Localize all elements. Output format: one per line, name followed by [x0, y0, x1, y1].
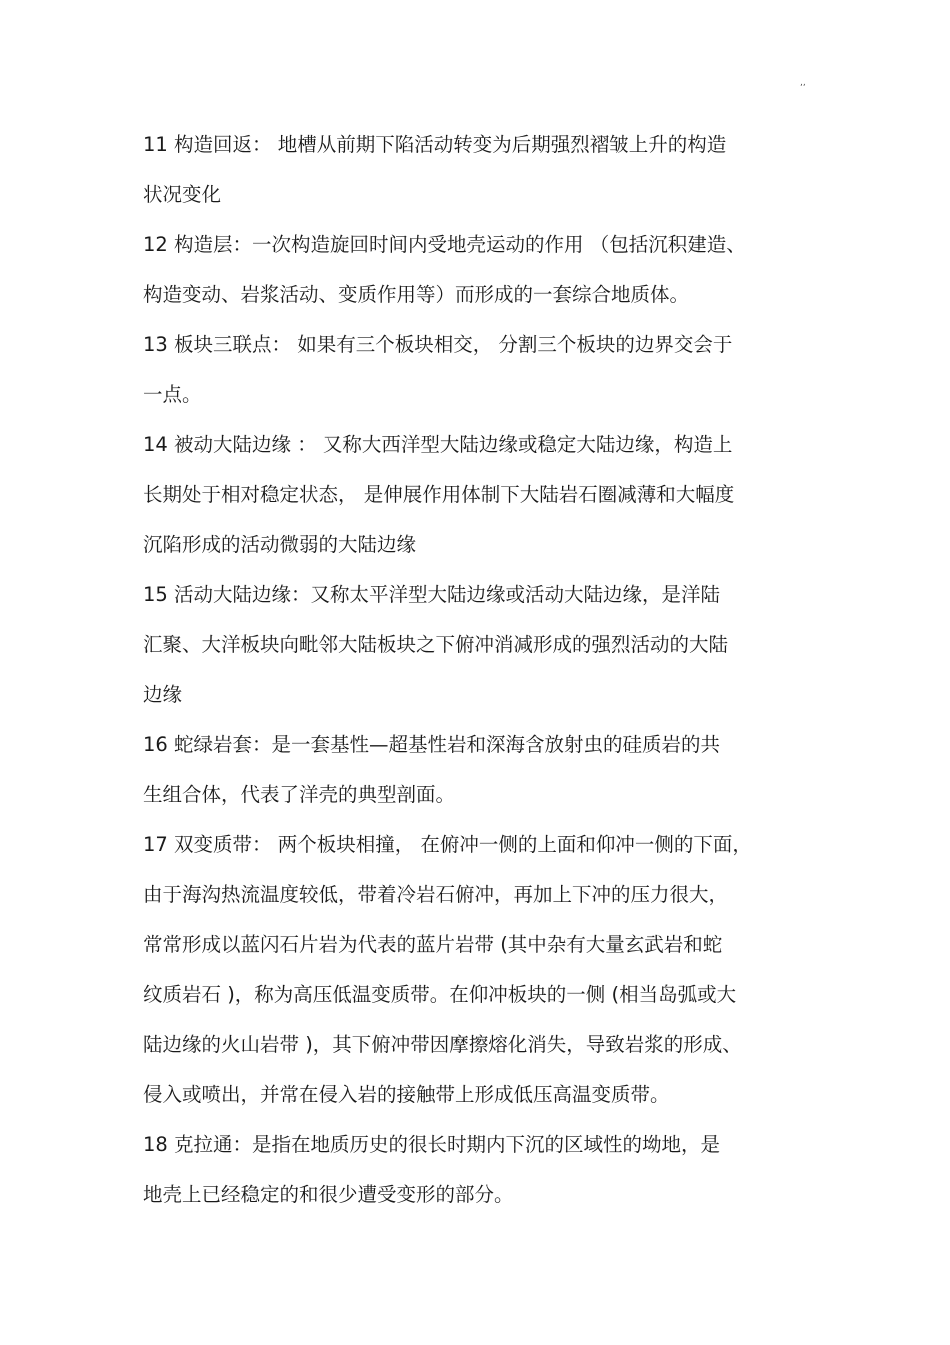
text-line: 13 板块三联点： 如果有三个板块相交， 分割三个板块的边界交会于: [143, 333, 733, 356]
text-line: 边缘: [143, 683, 183, 706]
text-line: 纹质岩石 )，称为高压低温变质带。在仰冲板块的一侧 (相当岛弧或大: [143, 983, 737, 1006]
text-line: 一点。: [143, 383, 202, 406]
text-line: 地壳上已经稳定的和很少遭受变形的部分。: [143, 1183, 514, 1206]
page-corner-mark: ,,: [800, 78, 806, 88]
text-line: 12 构造层：一次构造旋回时间内受地壳运动的作用 （包括沉积建造、: [143, 233, 746, 256]
text-line: 长期处于相对稳定状态， 是伸展作用体制下大陆岩石圈减薄和大幅度: [143, 483, 735, 506]
text-line: 沉陷形成的活动微弱的大陆边缘: [143, 533, 417, 556]
text-line: 11 构造回返： 地槽从前期下陷活动转变为后期强烈褶皱上升的构造: [143, 133, 727, 156]
text-line: 17 双变质带： 两个板块相撞， 在俯冲一侧的上面和仰冲一侧的下面，: [143, 833, 752, 856]
text-line: 由于海沟热流温度较低，带着冷岩石俯冲，再加上下冲的压力很大，: [143, 883, 729, 906]
text-line: 14 被动大陆边缘 ： 又称大西洋型大陆边缘或稳定大陆边缘，构造上: [143, 433, 733, 456]
text-line: 常常形成以蓝闪石片岩为代表的蓝片岩带 (其中杂有大量玄武岩和蛇: [143, 933, 723, 956]
text-line: 状况变化: [143, 183, 222, 206]
text-line: 16 蛇绿岩套：是一套基性—超基性岩和深海含放射虫的硅质岩的共: [143, 733, 721, 756]
text-line: 陆边缘的火山岩带 )，其下俯冲带因摩擦熔化消失，导致岩浆的形成、: [143, 1033, 742, 1056]
document-body: [143, 128, 823, 1228]
text-line: 构造变动、岩浆活动、变质作用等）而形成的一套综合地质体。: [143, 283, 690, 306]
text-line: 汇聚、大洋板块向毗邻大陆板块之下俯冲消减形成的强烈活动的大陆: [143, 633, 729, 656]
text-line: 15 活动大陆边缘：又称太平洋型大陆边缘或活动大陆边缘，是洋陆: [143, 583, 721, 606]
text-line: 18 克拉通：是指在地质历史的很长时期内下沉的区域性的坳地，是: [143, 1133, 721, 1156]
text-line: 侵入或喷出，并常在侵入岩的接触带上形成低压高温变质带。: [143, 1083, 670, 1106]
text-line: 生组合体，代表了洋壳的典型剖面。: [143, 783, 456, 806]
